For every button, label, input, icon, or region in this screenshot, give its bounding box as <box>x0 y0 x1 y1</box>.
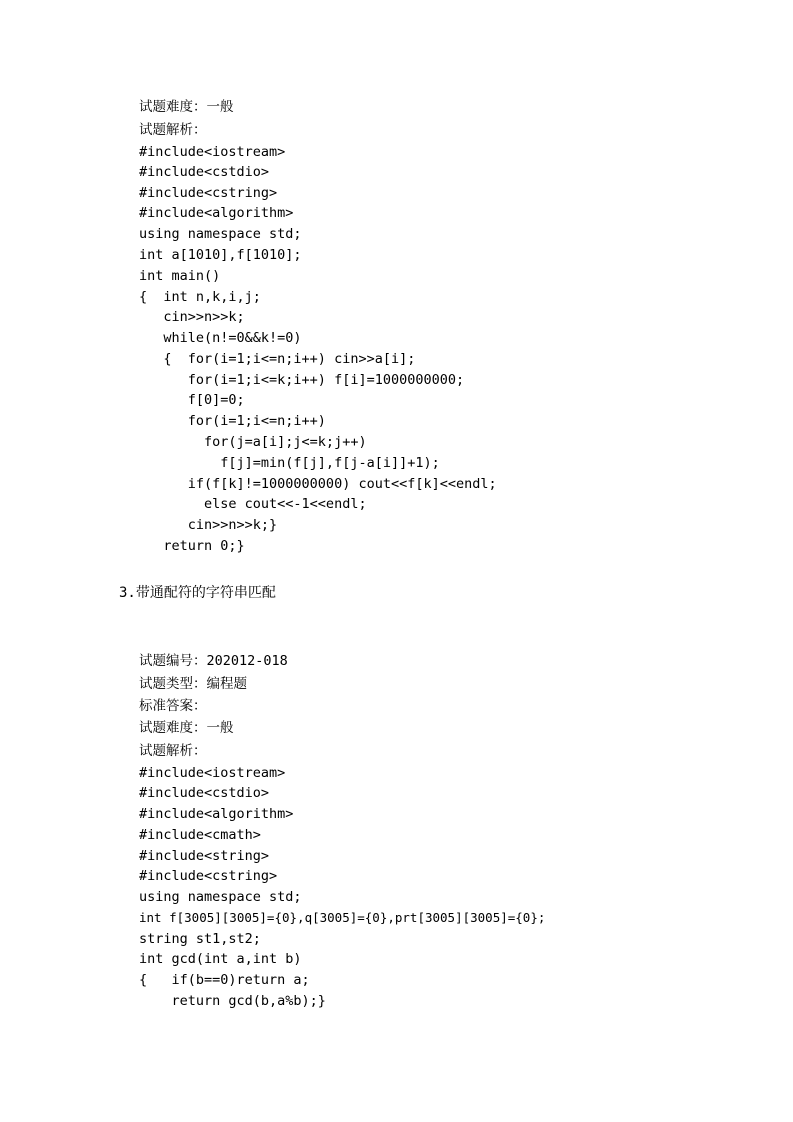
code-line: while(n!=0&&k!=0) <box>139 330 302 346</box>
code-line: string st1,st2; <box>139 931 261 947</box>
code-line: using namespace std; <box>139 889 302 905</box>
analysis-label: 试题解析： <box>139 122 207 138</box>
code-line: int f[3005][3005]={0},q[3005]={0},prt[3005][3005]={0}; <box>139 910 546 925</box>
code-line: #include<cstdio> <box>139 785 270 801</box>
code-line: int gcd(int a,int b) <box>139 951 302 967</box>
analysis-label: 试题解析： <box>139 743 207 759</box>
code-line: #include<iostream> <box>139 144 286 160</box>
code-line: f[j]=min(f[j],f[j-a[i]]+1); <box>139 455 440 471</box>
code-line: { int n,k,i,j; <box>139 289 261 305</box>
code-line: return 0;} <box>139 538 245 554</box>
code-line: for(j=a[i];j<=k;j++) <box>139 434 367 450</box>
question-type-line: 试题类型：编程题 <box>139 676 247 692</box>
question-id-line: 试题编号：202012-018 <box>139 653 288 669</box>
code-line: #include<algorithm> <box>139 806 294 822</box>
code-line: int main() <box>139 268 221 284</box>
code-line: cin>>n>>k;} <box>139 517 278 533</box>
code-line: if(f[k]!=1000000000) cout<<f[k]<<endl; <box>139 476 497 492</box>
code-line: using namespace std; <box>139 226 302 242</box>
code-line: #include<iostream> <box>139 765 286 781</box>
section-heading: 3.带通配符的字符串匹配 <box>119 585 276 601</box>
difficulty-line: 试题难度：一般 <box>139 720 234 736</box>
code-line: #include<string> <box>139 848 270 864</box>
code-line: for(i=1;i<=n;i++) <box>139 413 326 429</box>
code-line: #include<cmath> <box>139 827 261 843</box>
code-line: #include<cstring> <box>139 868 278 884</box>
code-line: { if(b==0)return a; <box>139 972 310 988</box>
code-line: return gcd(b,a%b);} <box>139 993 326 1009</box>
code-line: #include<algorithm> <box>139 205 294 221</box>
difficulty-line: 试题难度：一般 <box>139 99 234 115</box>
code-line: #include<cstdio> <box>139 164 270 180</box>
code-line: else cout<<-1<<endl; <box>139 496 367 512</box>
code-line: #include<cstring> <box>139 185 278 201</box>
code-line: { for(i=1;i<=n;i++) cin>>a[i]; <box>139 351 416 367</box>
code-line: cin>>n>>k; <box>139 309 245 325</box>
code-line: int a[1010],f[1010]; <box>139 247 302 263</box>
code-line: f[0]=0; <box>139 392 245 408</box>
code-line: for(i=1;i<=k;i++) f[i]=1000000000; <box>139 372 465 388</box>
answer-label: 标准答案： <box>139 698 207 714</box>
